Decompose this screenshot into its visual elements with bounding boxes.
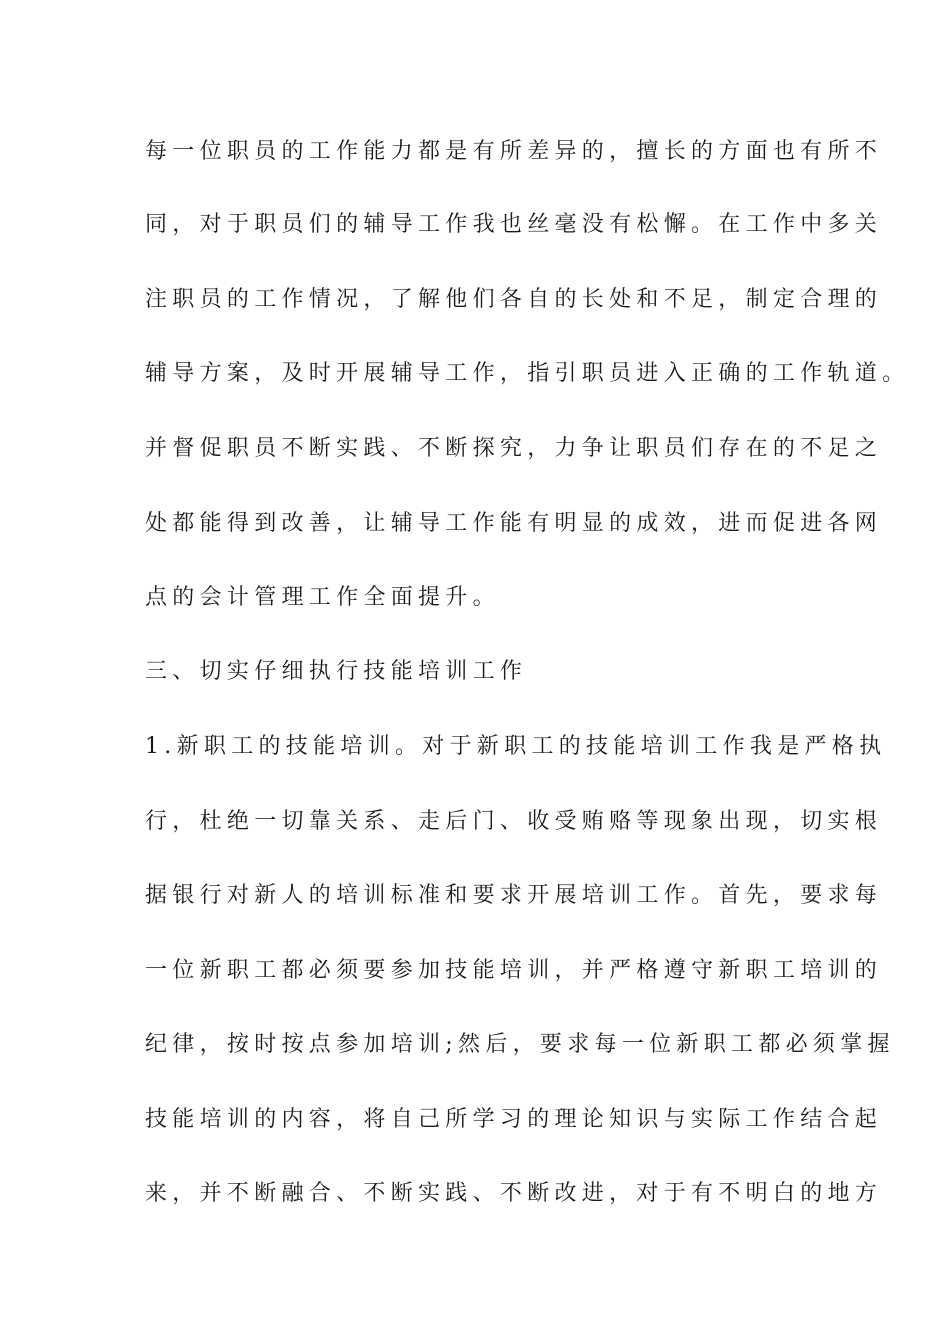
text-line-12: 一位新职工都必须要参加技能培训，并严格遵守新职工培训的: [145, 958, 883, 983]
text-line-4: 辅导方案，及时开展辅导工作，指引职员进入正确的工作轨道。: [145, 361, 910, 386]
text-line-3: 注职员的工作情况，了解他们各自的长处和不足，制定合理的: [145, 287, 883, 312]
text-line-5: 并督促职员不断实践、不断探究，力争让职员们存在的不足之: [145, 436, 883, 461]
section-heading: 三、切实仔细执行技能培训工作: [145, 659, 528, 684]
text-line-7: 点的会计管理工作全面提升。: [145, 585, 500, 610]
text-line-13: 纪律，按时按点参加培训;然后，要求每一位新职工都必须掌握: [145, 1032, 895, 1057]
text-line-11: 据银行对新人的培训标准和要求开展培训工作。首先，要求每: [145, 883, 883, 908]
text-line-14: 技能培训的内容，将自己所学习的理论知识与实际工作结合起: [145, 1107, 883, 1132]
text-line-2: 同，对于职员们的辅导工作我也丝毫没有松懈。在工作中多关: [145, 212, 883, 237]
text-line-9: 1.新职工的技能培训。对于新职工的技能培训工作我是严格执: [145, 734, 887, 759]
text-line-6: 处都能得到改善，让辅导工作能有明显的成效，进而促进各网: [145, 511, 883, 536]
text-line-10: 行，杜绝一切靠关系、走后门、收受贿赂等现象出现，切实根: [145, 809, 883, 834]
text-line-15: 来，并不断融合、不断实践、不断改进，对于有不明白的地方: [145, 1181, 883, 1206]
text-line-1: 每一位职员的工作能力都是有所差异的，擅长的方面也有所不: [145, 139, 883, 164]
